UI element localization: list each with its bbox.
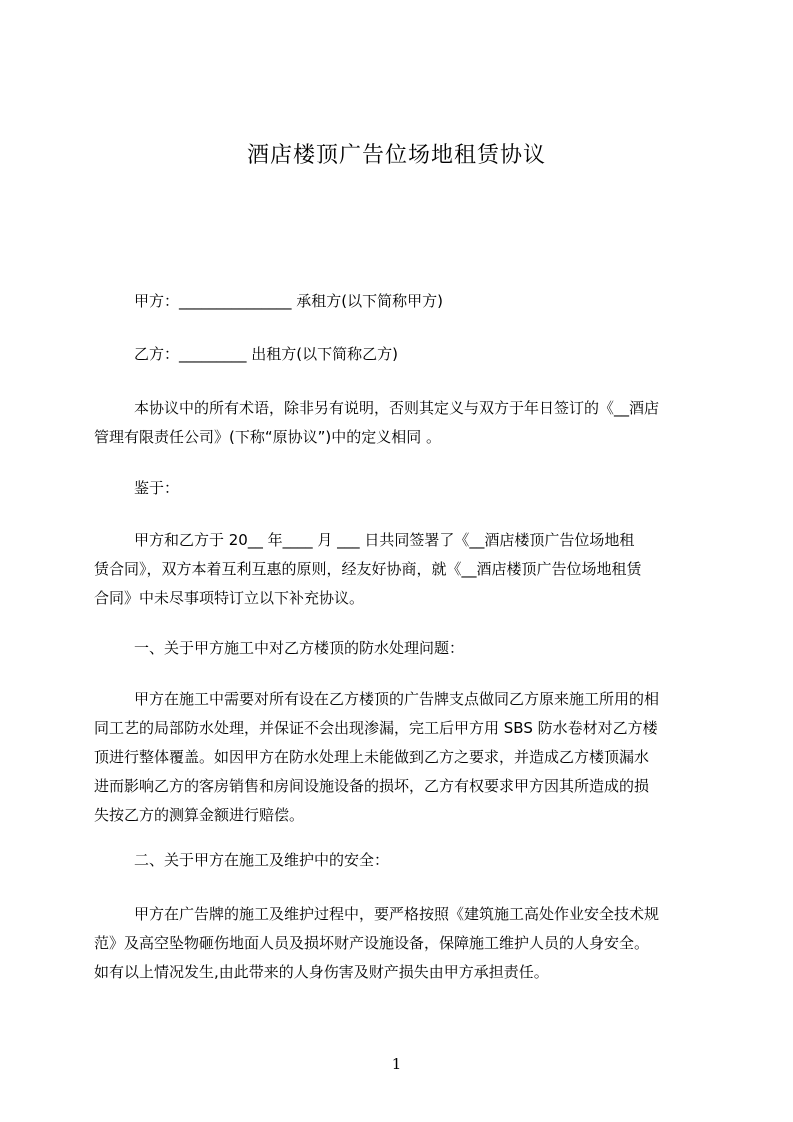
paragraph-line: 合同》中未尽事项特订立以下补充协议。 [94, 589, 365, 607]
page-number: 1 [391, 1055, 402, 1073]
document-title: 酒店楼顶广告位场地租赁协议 [246, 143, 546, 168]
paragraph-line: 范》及高空坠物砸伤地面人员及损坏财产设施设备，保障施工维护人员的人身安全。 [94, 934, 650, 952]
paragraph-line: 失按乙方的测算金额进行赔偿。 [94, 806, 305, 824]
party-b-line: 乙方：_________ 出租方(以下简称乙方) [134, 345, 398, 363]
whereas-label: 鉴于： [134, 479, 180, 497]
paragraph-line: 如有以上情况发生,由此带来的人身伤害及财产损失由甲方承担责任。 [94, 963, 549, 981]
paragraph-line: 赁合同》，双方本着互利互惠的原则，经友好协商，就《__酒店楼顶广告位场地租赁 [94, 560, 642, 578]
paragraph-line: 同工艺的局部防水处理，并保证不会出现渗漏，完工后甲方用 SBS 防水卷材对乙方楼 [94, 719, 658, 737]
definitions-paragraph [94, 394, 704, 452]
section-2-body [94, 900, 704, 987]
party-a-line: 甲方：_______________ 承租方(以下简称甲方) [134, 292, 443, 310]
paragraph-line: 顶进行整体覆盖。如因甲方在防水处理上未能做到乙方之要求，并造成乙方楼顶漏水 [94, 748, 650, 766]
section-2-heading: 二、关于甲方在施工及维护中的安全： [134, 851, 390, 869]
paragraph-line: 本协议中的所有术语，除非另有说明，否则其定义与双方于年日签订的《__酒店 [134, 399, 660, 417]
paragraph-line: 甲方和乙方于 20__ 年____ 月 ___ 日共同签署了《__酒店楼顶广告位场地租 [134, 531, 635, 549]
whereas-paragraph [94, 526, 704, 613]
section-1-body [94, 685, 704, 830]
paragraph-line: 管理有限责任公司》(下称“原协议”)中的定义相同 。 [94, 428, 442, 446]
paragraph-line: 进而影响乙方的客房销售和房间设施设备的损坏，乙方有权要求甲方因其所造成的损 [94, 777, 650, 795]
paragraph-line: 甲方在施工中需要对所有设在乙方楼顶的广告牌支点做同乙方原来施工所用的相 [134, 690, 660, 708]
paragraph-line: 甲方在广告牌的施工及维护过程中，要严格按照《建筑施工高处作业安全技术规 [134, 905, 660, 923]
section-1-heading: 一、关于甲方施工中对乙方楼顶的防水处理问题： [134, 639, 465, 657]
